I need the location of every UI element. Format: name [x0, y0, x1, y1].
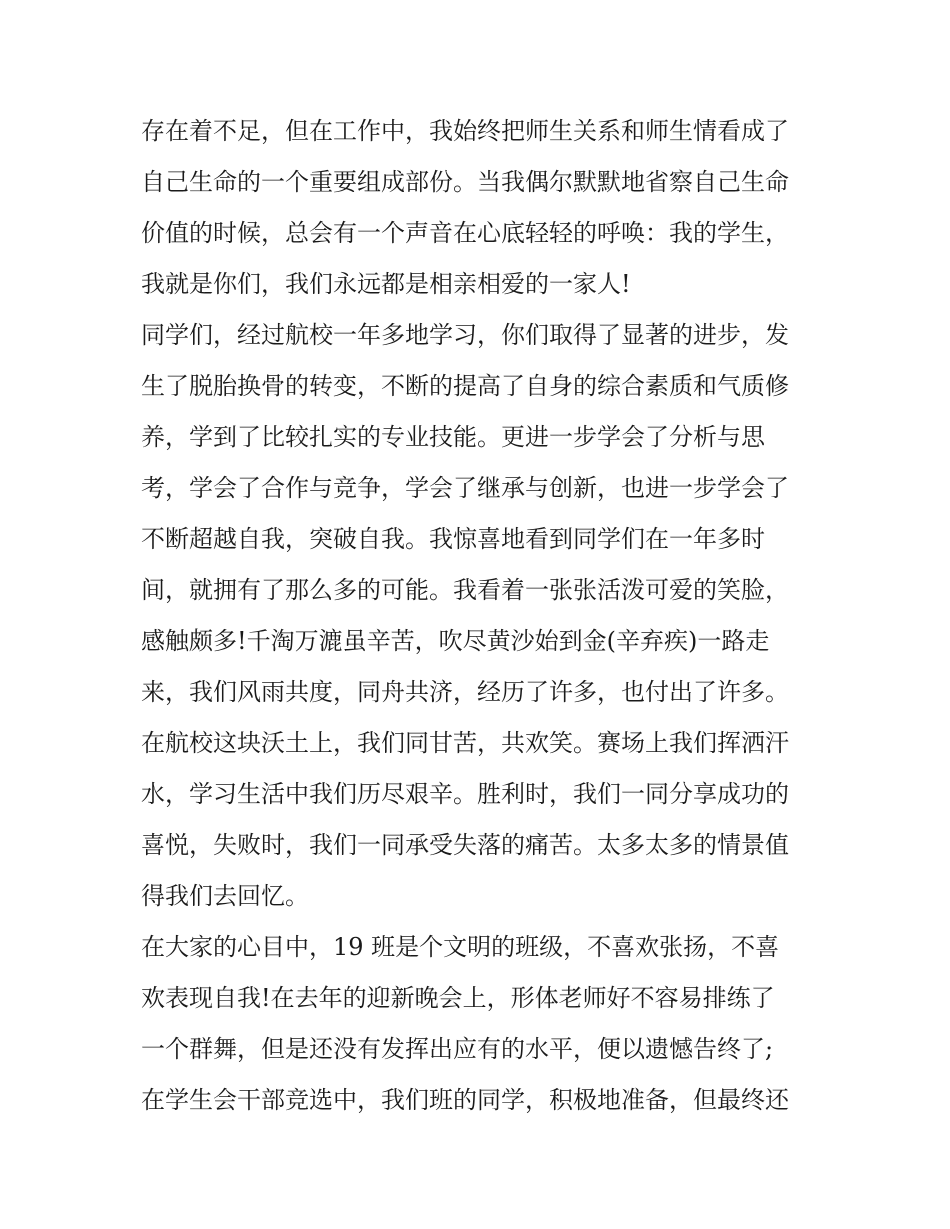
text-line: 在学生会干部竞选中，我们班的同学，积极地准备，但最终还: [141, 1086, 789, 1114]
text-line: 不断超越自我，突破自我。我惊喜地看到同学们在一年多时: [141, 525, 765, 553]
text-line: 来，我们风雨共度，同舟共济，经历了许多，也付出了许多。: [141, 678, 789, 706]
text-line: 一个群舞，但是还没有发挥出应有的水平，便以遗憾告终了;: [141, 1035, 774, 1063]
text-line: 我就是你们，我们永远都是相亲相爱的一家人!: [141, 270, 631, 298]
text-line: 欢表现自我!在去年的迎新晚会上，形体老师好不容易排练了: [141, 984, 775, 1012]
text-line: 生了脱胎换骨的转变，不断的提高了自身的综合素质和气质修: [141, 372, 789, 400]
body-text: [141, 106, 821, 1126]
text-line: 同学们，经过航校一年多地学习，你们取得了显著的进步，发: [141, 321, 789, 349]
text-line: 自己生命的一个重要组成部份。当我偶尔默默地省察自己生命: [141, 168, 789, 196]
text-line: 水，学习生活中我们历尽艰辛。胜利时，我们一同分享成功的: [141, 780, 789, 808]
text-line: 在大家的心目中，19 班是个文明的班级，不喜欢张扬，不喜: [141, 933, 780, 961]
text-line: 在航校这块沃土上，我们同甘苦，共欢笑。赛场上我们挥洒汗: [141, 729, 789, 757]
text-line: 养，学到了比较扎实的专业技能。更进一步学会了分析与思: [141, 423, 765, 451]
text-line: 价值的时候，总会有一个声音在心底轻轻的呼唤：我的学生，: [141, 219, 789, 247]
text-line: 喜悦，失败时，我们一同承受失落的痛苦。太多太多的情景值: [141, 831, 789, 859]
text-line: 考，学会了合作与竞争，学会了继承与创新，也进一步学会了: [141, 474, 789, 502]
text-line: 间，就拥有了那么多的可能。我看着一张张活泼可爱的笑脸，: [141, 576, 789, 604]
text-line: 得我们去回忆。: [141, 882, 309, 910]
text-line: 存在着不足，但在工作中，我始终把师生关系和师生情看成了: [141, 117, 789, 145]
text-line: 感触颇多!千淘万漉虽辛苦，吹尽黄沙始到金(辛弃疾)一路走: [141, 627, 770, 655]
